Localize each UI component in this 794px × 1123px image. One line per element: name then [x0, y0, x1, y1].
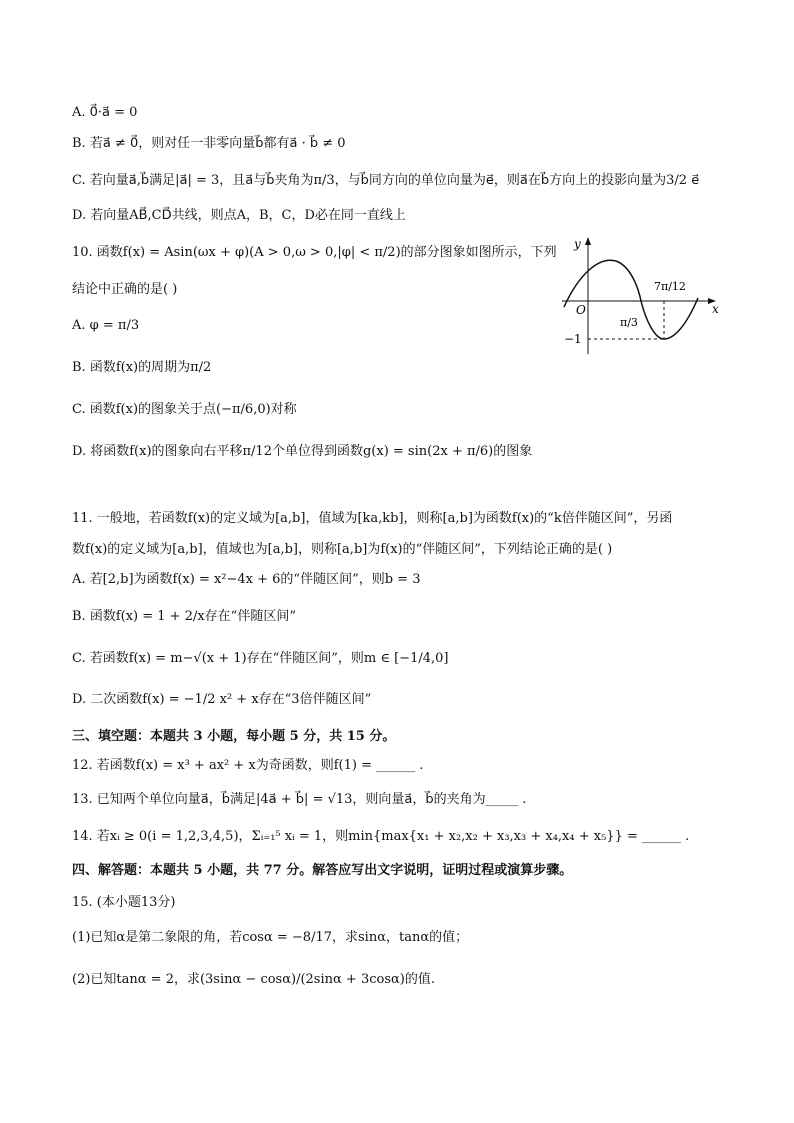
- q9-option-d: D. 若向量AB⃗,CD⃗共线，则点A，B，C，D必在同一直线上: [72, 208, 406, 223]
- q10-option-c: C. 函数f(x)的图象关于点(−π/6,0)对称: [72, 402, 297, 417]
- q11-option-b: B. 函数f(x) = 1 + 2/x存在“伴随区间”: [72, 609, 296, 624]
- q15-title: 15. (本小题13分): [72, 895, 176, 910]
- tick-label-7pi-over-12: 7π/12: [654, 280, 686, 293]
- q9-option-c: C. 若向量a⃗,b⃗满足|a⃗| = 3，且a⃗与b⃗夹角为π/3，与b⃗同方向的单位向量为e⃗，则a⃗在b⃗方向上的投影向量为3/2 e⃗: [72, 173, 700, 188]
- q11-option-a: A. 若[2,b]为函数f(x) = x²−4x + 6的“伴随区间”，则b = 3: [72, 572, 421, 587]
- q9-option-b: B. 若a⃗ ≠ 0⃗，则对任一非零向量b⃗都有a⃗ · b⃗ ≠ 0: [72, 136, 346, 151]
- origin-label: O: [576, 303, 586, 317]
- min-value-label: −1: [564, 332, 582, 346]
- q10-option-d: D. 将函数f(x)的图象向右平移π/12个单位得到函数g(x) = sin(2x + π/6)的图象: [72, 444, 533, 459]
- q10-stem-line1: 10. 函数f(x) = Asin(ωx + φ)(A > 0,ω > 0,|φ| < π/2)的部分图象如图所示，下列: [72, 245, 557, 260]
- q10-option-b: B. 函数f(x)的周期为π/2: [72, 360, 212, 375]
- q12-fill-in: 12. 若函数f(x) = x³ + ax² + x为奇函数，则f(1) = ______ .: [72, 758, 424, 773]
- y-axis-label: y: [574, 237, 581, 251]
- y-axis-arrow-icon: [585, 237, 591, 245]
- section-3-heading: 三、填空题：本题共 3 小题，每小题 5 分，共 15 分。: [72, 729, 396, 744]
- q10-option-a: A. φ = π/3: [72, 318, 140, 333]
- tick-label-pi-over-3: π/3: [620, 316, 638, 329]
- q15-part-2: (2)已知tanα = 2，求(3sinα − cosα)/(2sinα + 3cosα)的值.: [72, 972, 435, 987]
- sine-graph-figure: [558, 236, 724, 354]
- q10-stem-line2: 结论中正确的是( ): [72, 282, 178, 297]
- q14-fill-in: 14. 若xᵢ ≥ 0(i = 1,2,3,4,5)，Σᵢ₌₁⁵ xᵢ = 1，则min{max{x₁ + x₂,x₂ + x₃,x₃ + x₄,x₄ + x₅}} = ______ .: [72, 829, 690, 844]
- q15-part-1: (1)已知α是第二象限的角，若cosα = −8/17，求sinα，tanα的值；: [72, 930, 469, 945]
- q11-stem-line2: 数f(x)的定义域为[a,b]，值域也为[a,b]，则称[a,b]为f(x)的“伴随区间”，下列结论正确的是( ): [72, 542, 613, 557]
- section-4-heading: 四、解答题：本题共 5 小题，共 77 分。解答应写出文字说明，证明过程或演算步骤。: [72, 863, 573, 878]
- q9-option-a: A. 0⃗·a⃗ = 0: [72, 105, 138, 120]
- q11-stem-line1: 11. 一般地，若函数f(x)的定义域为[a,b]，值域为[ka,kb]，则称[a,b]为函数f(x)的“k倍伴随区间”，另函: [72, 511, 673, 526]
- q13-fill-in: 13. 已知两个单位向量a⃗，b⃗满足|4a⃗ + b⃗| = √13，则向量a⃗，b⃗的夹角为_____ .: [72, 792, 527, 807]
- x-axis-label: x: [712, 302, 719, 316]
- q11-option-c: C. 若函数f(x) = m−√(x + 1)存在“伴随区间”，则m ∈ [−1/4,0]: [72, 651, 449, 666]
- q11-option-d: D. 二次函数f(x) = −1/2 x² + x存在“3倍伴随区间”: [72, 692, 372, 707]
